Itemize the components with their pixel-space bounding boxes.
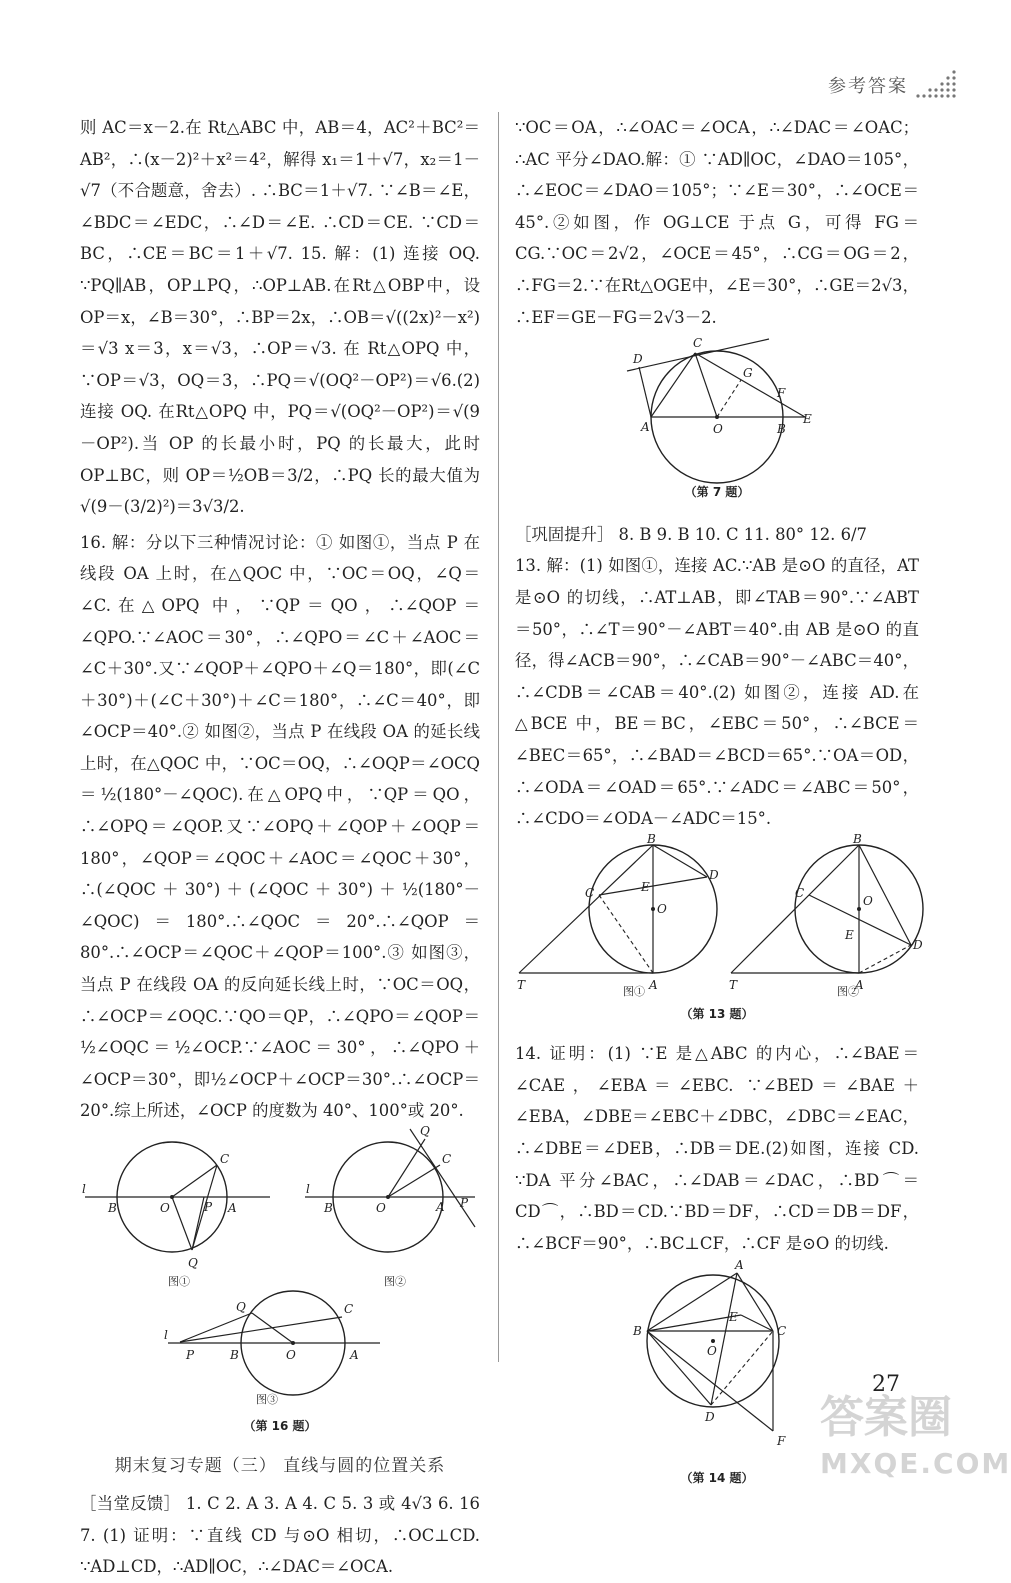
svg-text:E: E xyxy=(803,412,812,427)
answer-7-text: ∵OC＝OA，∴∠OAC＝∠OCA，∴∠DAC＝∠OAC；∴AC 平分∠DAO.解：① ∵AD∥OC，∠DAO＝105°，∴∠EOC＝∠DAO＝105°；∵∠E＝30°，∴∠OCE＝45°.②如图，作 OG⊥CE 于点 G，可得 FG＝CG.∵OC＝2√2，∠OCE＝45°，∴CG＝OG＝2，∴FG＝2.∵在Rt△OGE中，∠E＝30°，∴GE＝2√3，∴EF＝GE－FG＝2√3－2. xyxy=(515,118,919,327)
section-title: 期末复习专题（三） 直线与圆的位置关系 xyxy=(114,1455,446,1476)
figure-16-caption-1: 图① xyxy=(168,1275,190,1288)
svg-text:D: D xyxy=(705,1410,715,1425)
watermark-line2: MXQE.COM xyxy=(820,1447,1011,1480)
svg-text:Q: Q xyxy=(236,1300,246,1314)
svg-text:l: l xyxy=(82,1182,86,1196)
svg-text:O: O xyxy=(286,1348,296,1362)
svg-text:B: B xyxy=(230,1348,239,1362)
figure-16-caption: （第 16 题） xyxy=(243,1419,317,1433)
svg-text:G: G xyxy=(743,366,753,381)
right-column xyxy=(515,112,923,1503)
svg-text:A: A xyxy=(735,1258,744,1273)
figure-13-caption: （第 13 题） xyxy=(680,1006,754,1021)
svg-text:O: O xyxy=(707,1344,717,1359)
svg-text:O: O xyxy=(863,893,873,908)
answer-15-text: 则 AC＝x－2.在 Rt△ABC 中，AB＝4，AC²＋BC²＝AB²，∴(x－2)²＋x²＝4²，解得 x₁＝1＋√7，x₂＝1－√7（不合题意，舍去）. ∴BC＝1＋√7. ∵∠B＝∠E，∠BDC＝∠EDC，∴∠D＝∠E. ∴CD＝CE. ∵CD＝BC，∴CE＝BC＝1＋√7. 15. 解：(1) 连接 OQ. ∵PQ∥AB，OP⊥PQ，∴OP⊥AB.在Rt△OBP中，设 OP＝x，∠B＝30°，∴BP＝2x，∴OB＝√((2x)²－x²)＝√3 x＝3，x＝√3，∴OP＝√3. 在 Rt△OPQ 中，∵OP＝√3，OQ＝3，∴PQ＝√(OQ²－OP²)＝√6.(2) 连接 OQ. 在Rt△OPQ 中，PQ＝√(OQ²－OP²)＝√(9－OP²).当 OP 的长最小时，PQ 的长最大，此时 OP⊥BC，则 OP＝½OB＝3/2，∴PQ 长的最大值为√(9－(3/2)²)＝3√3/2. xyxy=(80,118,480,517)
answer-16-text: 16. 解：分以下三种情况讨论：① 如图①，当点 P 在线段 OA 上时，在△QOC 中，∵OC＝OQ，∠Q＝∠C.在△OPQ 中，∵QP＝QO，∴∠QOP＝∠QPO.∵∠AOC＝30°，∴∠QPO＝∠C＋∠AOC＝∠C＋30°.又∵∠QOP＋∠QPO＋∠Q＝180°，即(∠C＋30°)＋(∠C＋30°)＋∠C＝180°，∴∠C＝40°，即∠OCP＝40°.② 如图②，当点 P 在线段 OA 的延长线上时，在△QOC 中，∵OC＝OQ，∴∠OQP＝∠OCQ＝½(180°－∠QOC).在△OPQ中，∵QP＝QO，∴∠OPQ＝∠QOP.又∵∠OPQ＋∠QOP＋∠OQP＝180°，∠QOP＝∠QOC＋∠AOC＝∠QOC＋30°，∴(∠QOC＋30°)＋(∠QOC＋30°)＋½(180°－∠QOC)＝180°.∴∠QOC＝20°.∴∠QOP＝80°.∴∠OCP＝∠QOC＋∠QOP＝100°.③ 如图③，当点 P 在线段 OA 的反向延长线上时，∵OC＝OQ，∴∠OCP＝∠OQC.∵QO＝QP，∴∠QPO＝∠QOP＝½∠OQC＝½∠OCP.∵∠AOC＝30°，∴∠QPO＋∠OCP＝30°，即½∠OCP＋∠OCP＝30°.∴∠OCP＝20°.综上所述，∠OCP 的度数为 40°、100°或 20°. xyxy=(80,532,480,1121)
page-number: 27 xyxy=(872,1372,900,1397)
consolidate-answers: ［巩固提升］ 8. B 9. B 10. C 11. 80° 12. 6/7 xyxy=(515,524,867,544)
svg-text:A: A xyxy=(350,1348,359,1362)
svg-text:D: D xyxy=(709,867,719,882)
answer-14-text: 14. 证明：(1) ∵E 是△ABC 的内心，∴∠BAE＝∠CAE，∠EBA＝∠EBC. ∵∠BED＝∠BAE＋∠EBA，∠DBE＝∠EBC＋∠DBC，∠DBC＝∠EAC，∴∠DBE＝∠DEB，∴DB＝DE.(2)如图，连接 CD. ∵DA 平分∠BAC，∴∠DAB＝∠DAC，∴BD⌒＝CD⌒，∴BD＝CD.∵BD＝DF，∴CD＝DB＝DF，∴∠BCF＝90°，∴BC⊥CF，∴CF 是⊙O 的切线. xyxy=(515,1044,919,1253)
svg-text:F: F xyxy=(777,1434,786,1449)
svg-text:O: O xyxy=(160,1201,170,1215)
svg-text:l: l xyxy=(306,1182,310,1196)
svg-text:B: B xyxy=(777,422,786,437)
svg-text:B: B xyxy=(633,1324,642,1339)
svg-text:C: C xyxy=(795,885,805,900)
figure-7-caption: （第 7 题） xyxy=(684,485,750,500)
watermark-line1: 答案圈 xyxy=(820,1392,952,1443)
svg-text:P: P xyxy=(460,1196,469,1210)
svg-text:A: A xyxy=(436,1200,445,1214)
figure-13-caption-1: 图① xyxy=(623,984,645,998)
svg-text:E: E xyxy=(729,1310,738,1325)
svg-text:P: P xyxy=(186,1348,195,1362)
svg-text:C: C xyxy=(777,1324,787,1339)
svg-text:E: E xyxy=(641,879,650,894)
svg-text:B: B xyxy=(853,831,862,846)
svg-text:B: B xyxy=(324,1201,333,1215)
left-column xyxy=(80,112,480,1583)
header-dots-icon xyxy=(914,70,956,100)
svg-text:D: D xyxy=(913,937,923,952)
header-title: 参考答案 xyxy=(828,76,908,97)
feedback-answers: ［当堂反馈］ 1. C 2. A 3. A 4. C 5. 3 或 4√3 6. 16 7. (1) 证明：∵直线 CD 与⊙O 相切，∴OC⊥CD. ∵AD⊥CD，∴AD∥OC，∴∠DAC＝∠OCA. xyxy=(80,1494,480,1577)
svg-text:A: A xyxy=(641,420,650,435)
watermark xyxy=(820,1392,1011,1487)
svg-text:B: B xyxy=(108,1201,117,1215)
svg-text:P: P xyxy=(204,1200,213,1214)
figure-13-caption-2: 图② xyxy=(837,984,859,998)
answer-13-text: 13. 解：(1) 如图①，连接 AC.∵AB 是⊙O 的直径，AT 是⊙O 的切线，∴AT⊥AB，即∠TAB＝90°.∵∠ABT＝50°，∴∠T＝90°－∠ABT＝40°.由 AB 是⊙O 的直径，得∠ACB＝90°，∴∠CAB＝90°－∠ABC＝40°，∴∠CDB＝∠CAB＝40°.(2) 如图②，连接 AD.在△BCE 中，BE＝BC，∠EBC＝50°，∴∠BCE＝∠BEC＝65°，∴∠BAD＝∠BCD＝65°.∵OA＝OD，∴∠ODA＝∠OAD＝65°.∵∠ADC＝∠ABC＝50°，∴∠CDO＝∠ODA－∠ADC＝15°. xyxy=(515,556,919,829)
svg-text:C: C xyxy=(585,885,595,900)
svg-text:C: C xyxy=(220,1152,230,1166)
svg-text:l: l xyxy=(164,1328,168,1342)
svg-text:B: B xyxy=(647,831,656,846)
svg-text:C: C xyxy=(442,1152,452,1166)
svg-text:O: O xyxy=(713,422,723,437)
svg-text:F: F xyxy=(777,386,786,401)
figure-14-caption: （第 14 题） xyxy=(680,1471,754,1486)
svg-text:Q: Q xyxy=(420,1124,430,1138)
figure-16-bottom xyxy=(80,1287,480,1407)
svg-text:O: O xyxy=(657,901,667,916)
figure-13 xyxy=(515,831,923,998)
svg-text:D: D xyxy=(633,352,643,367)
figure-14 xyxy=(617,1259,817,1459)
svg-text:Q: Q xyxy=(188,1256,198,1270)
svg-text:O: O xyxy=(376,1201,386,1215)
svg-text:T: T xyxy=(517,977,526,992)
svg-text:C: C xyxy=(344,1302,354,1316)
column-divider xyxy=(498,112,499,1362)
svg-text:C: C xyxy=(693,336,703,351)
svg-text:A: A xyxy=(855,977,864,992)
figure-16-caption-3: 图③ xyxy=(256,1393,278,1406)
svg-text:T: T xyxy=(729,977,738,992)
svg-text:A: A xyxy=(649,977,658,992)
figure-16-caption-2: 图② xyxy=(384,1275,406,1288)
figure-7 xyxy=(607,333,827,473)
svg-text:E: E xyxy=(845,927,854,942)
svg-text:A: A xyxy=(228,1201,237,1215)
figure-16-top xyxy=(80,1124,480,1288)
